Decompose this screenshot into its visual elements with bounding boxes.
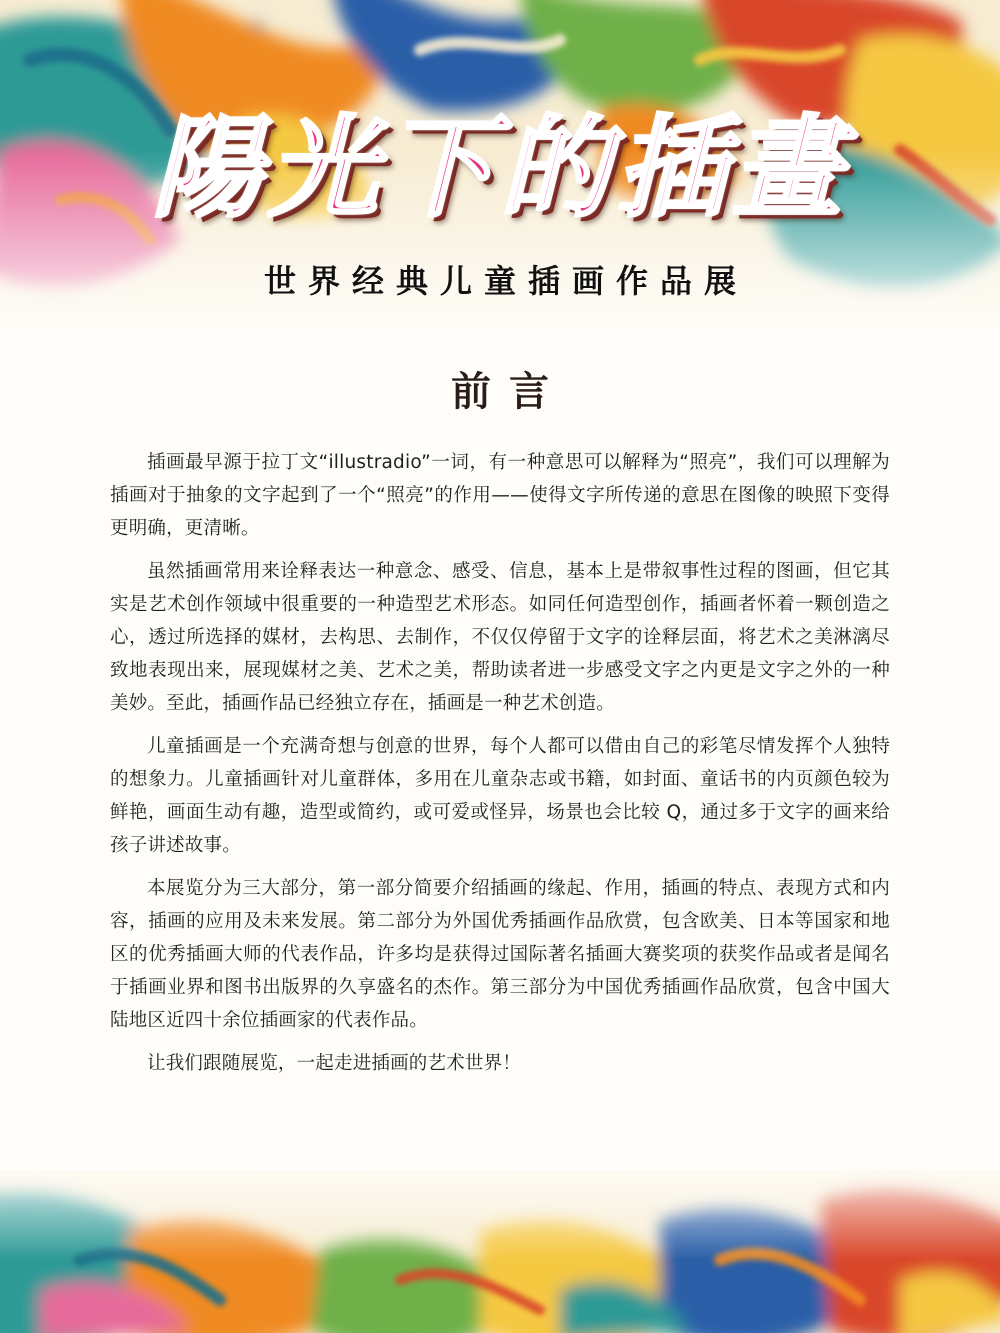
poster-title: 陽光下的插畫: [152, 103, 848, 232]
preface-paragraph-2: 虽然插画常用来诠释表达一种意念、感受、信息，基本上是带叙事性过程的图画，但它其实是艺术创作领域中很重要的一种造型艺术形态。如同任何造型创作，插画者怀着一颗创造之心，透过所选择的媒材，去构思、去制作，不仅仅停留于文字的诠释层面，将艺术之美淋漓尽致地表现出来，展现媒材之美、艺术之美，帮助读者进一步感受文字之内更是文字之外的一种美妙。至此，插画作品已经独立存在，插画是一种艺术创造。: [110, 561, 890, 714]
preface-paragraph-3: 儿童插画是一个充满奇想与创意的世界，每个人都可以借由自己的彩笔尽情发挥个人独特的想象力。儿童插画针对儿童群体，多用在儿童杂志或书籍，如封面、童话书的内页颜色较为鲜艳，画面生动有趣，造型或简约，或可爱或怪异，场景也会比较 Q，通过多于文字的画来给孩子讲述故事。: [110, 736, 890, 856]
preface-paragraph-4: 本展览分为三大部分，第一部分简要介绍插画的缘起、作用，插画的特点、表现方式和内容，插画的应用及未来发展。第二部分为外国优秀插画作品欣赏，包含欧美、日本等国家和地区的优秀插画大师的代表作品，许多均是获得过国际著名插画大赛奖项的获奖作品或者是闻名于插画业界和图书出版界的久享盛名的杰作。第三部分为中国优秀插画作品欣赏，包含中国大陆地区近四十余位插画家的代表作品。: [110, 878, 890, 1031]
preface-body: [110, 446, 890, 1090]
bottom-paint-band: [0, 1150, 1000, 1333]
preface-heading: 前言: [451, 369, 567, 415]
preface-paragraph-1: 插画最早源于拉丁文“illustradio”一词，有一种意思可以解释为“照亮”，我们可以理解为插画对于抽象的文字起到了一个“照亮”的作用——使得文字所传递的意思在图像的映照下变得更明确，更清晰。: [110, 452, 890, 539]
preface-paragraph-5: 让我们跟随展览，一起走进插画的艺术世界！: [147, 1053, 522, 1074]
poster-subtitle: 世界经典儿童插画作品展: [263, 262, 748, 300]
